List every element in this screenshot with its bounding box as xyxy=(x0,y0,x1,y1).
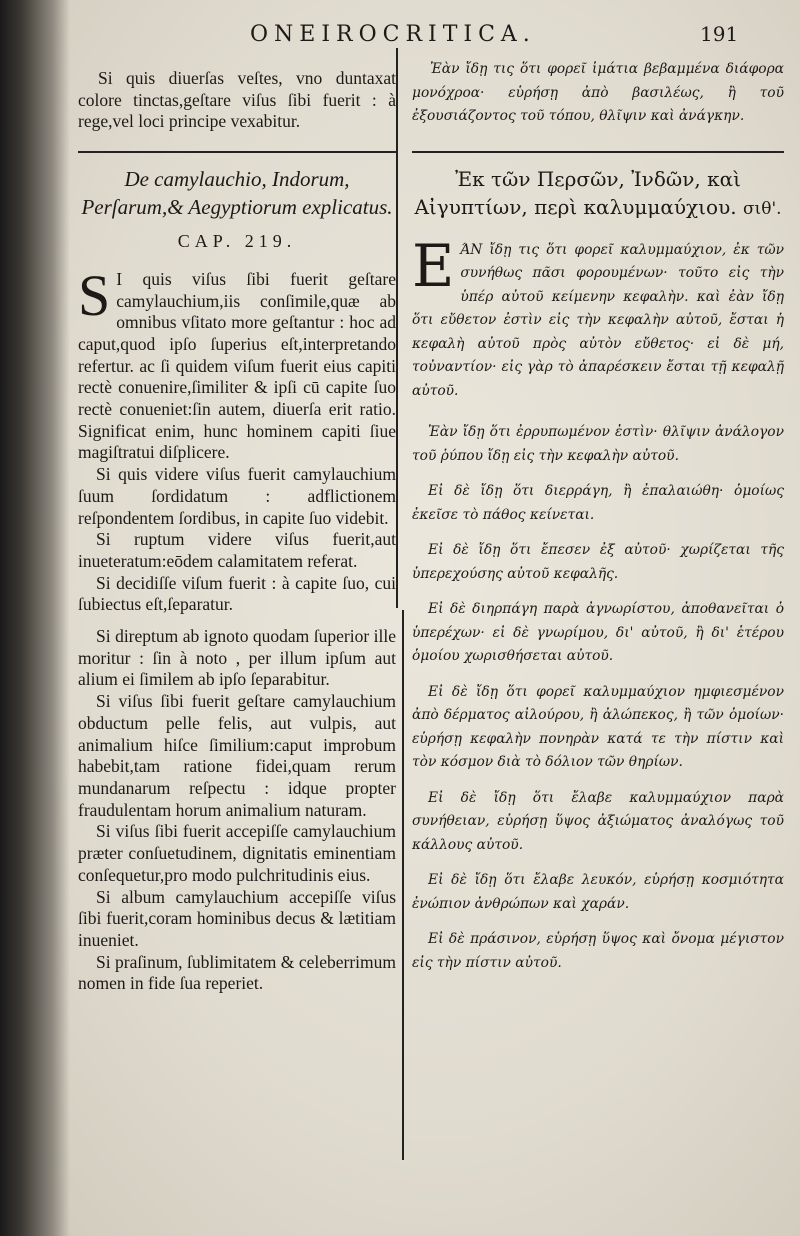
greek-title-text: Ἐκ τῶν Περσῶν, Ἰνδῶν, καὶ Αἰγυπτίων, περὶ καλυμμαύχιου. xyxy=(414,166,741,219)
greek-paragraph xyxy=(412,231,784,404)
latin-paragraph: Si viſus ſibi fuerit geſtare camylauchium obductum pelle felis, aut vulpis, aut animalium hiſce ſimilium:caput improbum habebit,tam ratione fidei,quam rerum mundanarum reſpectu : idque propter fraudulentam horum animalium naturam. xyxy=(78,691,396,820)
latin-paragraph: Si praſinum, ſublimitatem & celeberrimum nomen in fide ſua reperiet. xyxy=(78,951,396,994)
latin-paragraph: Si ruptum videre viſus fuerit,aut inueteratum:eōdem calamitatem referat. xyxy=(78,529,396,571)
latin-paragraph: Si decidiſſe viſum fuerit : à capite ſuo, cui ſubiectus eſt,ſeparatur. xyxy=(78,572,396,615)
greek-paragraph: Εἰ δὲ ἴδῃ ὅτι ἔλαβε καλυμμαύχιον παρὰ συνήθειαν, εὑρήσῃ ὕψος ἀξιώματος ἀναλόγως τοῦ κάλλους αὐτοῦ. xyxy=(412,789,784,853)
greek-drop-cap: Ε xyxy=(412,231,455,300)
greek-paragraph: Ἐὰν ἴδῃ ὅτι ἐρρυπωμένον ἐστὶν· θλῖψιν ἀνάλογον τοῦ ῥύπου ἴδῃ εἰς τὴν κεφαλὴν αὐτοῦ. xyxy=(412,424,784,464)
greek-paragraph-text: ΆΝ ἴδῃ τις ὅτι φορεῖ καλυμμαύχιον, ἐκ τῶν συνήθως πᾶσι φορουμένων· τοῦτο εἰς τὴν ὑπέρ αὐτοῦ κείμενην κεφαλὴν. καὶ ἐὰν ἴδῃ ὅτι εὔθετον ἐστὶν εἰς τὴν κεφαλὴν αὐτοῦ, ἔσται ἡ κεφαλὴ αὐτοῦ πρὸς αὐτὸν εὔθετος· εἰ δὲ μή, τοὐναντίον· εἰς γὰρ τὸ ἀπαρέσκειν ἔσται τῇ κεφαλῇ αὐτοῦ. xyxy=(412,241,784,399)
latin-top-continuation: Si quis diuerſas veſtes, vno duntaxat colore tinctas,geſtare viſus ſibi fuerit : à rege,vel loci principe vexabitur. xyxy=(78,68,396,132)
greek-top-continuation: Ἐὰν ἴδῃ τις ὅτι φορεῖ ἱμάτια βεβαμμένα διάφορα μονόχροα· εὑρήσῃ ἀπὸ βασιλέως, ἢ τοῦ ἐξουσιάζοντος τοῦ τόπου, θλῖψιν καὶ ἀνάγκην. xyxy=(412,61,784,124)
latin-drop-cap: S xyxy=(78,262,111,328)
greek-paragraph: Εἰ δὲ ἴδῃ ὅτι διερράγη, ἢ ἐπαλαιώθη· ὁμοίως ἐκεῖσε τὸ πάθος κείνεται. xyxy=(412,483,784,523)
greek-chapter-title xyxy=(412,165,784,223)
latin-paragraph: Si direptum ab ignoto quodam ſuperior ille moritur : ſin à noto , per illum ipſum aut alium ei ſimilem ab ipſo ſeparabitur. xyxy=(78,626,396,690)
latin-paragraph: Si album camylauchium accepiſſe viſus ſibi fuerit,coram hominibus decus & lætitiam inueniet. xyxy=(78,886,396,950)
greek-column xyxy=(412,58,784,987)
latin-column xyxy=(78,68,396,995)
greek-paragraph: Εἰ δὲ ἴδῃ ὅτι ἔπεσεν ἐξ αὐτοῦ· χωρίζεται τῆς ὑπερεχούσης αὐτοῦ κεφαλῆς. xyxy=(412,542,784,582)
section-rule xyxy=(412,151,784,153)
book-gutter-shadow xyxy=(0,0,70,1236)
section-rule xyxy=(78,151,396,153)
latin-paragraph xyxy=(78,262,396,464)
latin-chapter-number: CAP. 219. xyxy=(177,231,297,252)
greek-paragraph: Εἰ δὲ ἴδῃ ὅτι φορεῖ καλυμμαύχιον ημφιεσμένον ἀπὸ δέρματος αἰλούρου, ἢ ἀλώπεκος, ἢ τῶν ὁμοίων· εὑρήσῃ κεφαλὴν πονηρὰν κατά τε τὴν πίστιν καὶ τὸν κόσμον διὰ τὸ δόλιον τῶν θηρίων. xyxy=(412,683,784,770)
column-divider-upper xyxy=(396,48,398,608)
greek-chapter-number: σιθ'. xyxy=(742,198,782,219)
latin-chapter-title: De camylauchio, Indorum, Perſarum,& Aegyptiorum explicatus. xyxy=(81,167,393,220)
greek-paragraph: Εἰ δὲ διηρπάγη παρὰ ἀγνωρίστου, ἀποθανεῖται ὁ ὑπερέχων· εἰ δὲ γνωρίμου, δι' αὐτοῦ, ἢ δι' ἑτέρου ὁμοίου χωρισθήσεται αὐτοῦ. xyxy=(412,601,784,664)
running-title: ONEIROCRITICA. xyxy=(250,22,536,47)
latin-paragraph: Si viſus ſibi fuerit accepiſſe camylauchium præter conſuetudinem, dignitatis eminentiam conſequetur,pro modo pulchritudinis eius. xyxy=(78,821,396,885)
greek-paragraph: Εἰ δὲ πράσινον, εὑρήσῃ ὕψος καὶ ὄνομα μέγιστον εἰς τὴν πίστιν αὐτοῦ. xyxy=(412,931,784,971)
latin-paragraph-text: I quis viſus ſibi fuerit geſtare camylauchium,iis conſimile,quæ ab omnibus vſitato more geſtantur : hoc ad caput,quod ipſo ſuperius eſt,interpretando refertur. ac ſi quidem viſum fuerit eius capiti rectè conuenire,ſimiliter & ipſi cū capite ſuo rectè conueniet:ſin autem, diuerſa erit ratio. Significat enim, hunc hominem capiti ſiue magiſtratui diſplicere. xyxy=(78,268,396,463)
latin-paragraph: Si quis videre viſus fuerit camylauchium ſuum ſordidatum : adflictionem reſpondentem ſordibus, in capite ſuo videbit. xyxy=(78,464,396,528)
page-number: 191 xyxy=(700,22,739,46)
column-divider-lower xyxy=(402,610,404,1160)
greek-paragraph: Εἰ δὲ ἴδῃ ὅτι ἔλαβε λευκόν, εὑρήσῃ κοσμιότητα ἐνώπιον ἀνθρώπων καὶ χαράν. xyxy=(412,872,784,912)
